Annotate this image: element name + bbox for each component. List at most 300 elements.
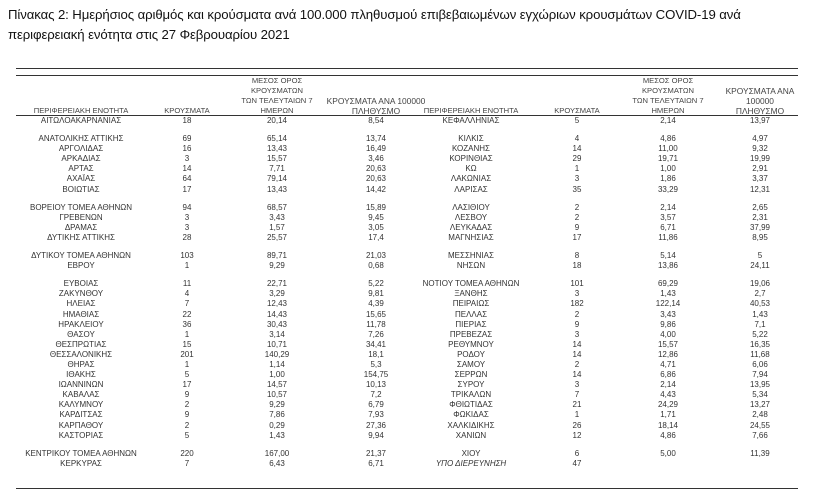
avg-7day-value: 7,71 [269, 164, 285, 174]
table-row [16, 164, 412, 174]
region-name: ΕΥΒΟΙΑΣ [63, 279, 99, 289]
rate-per-100k-value: 9,94 [368, 430, 384, 440]
rate-per-100k-value: 24,55 [749, 420, 771, 430]
region-name: ΠΙΕΡΙΑΣ [455, 319, 487, 329]
cases-value: 201 [180, 349, 194, 359]
cases-value: 14 [572, 144, 582, 154]
rate-per-100k-value: 11,39 [750, 448, 770, 458]
cases-value: 69 [182, 134, 192, 144]
table-row [16, 459, 412, 469]
avg-7day-value: 12,86 [657, 349, 679, 359]
avg-7day-value: 167,00 [264, 448, 290, 458]
table-row [410, 310, 800, 320]
cases-value: 7 [184, 458, 190, 468]
region-name: ΑΡΓΟΛΙΔΑΣ [58, 144, 104, 154]
rate-per-100k-value: 5,22 [752, 329, 768, 339]
region-name: ΡΕΘΥΜΝΟΥ [448, 339, 494, 349]
cases-value: 14 [572, 339, 582, 349]
avg-7day-value: 2,14 [660, 380, 676, 390]
avg-7day-value: 1,00 [660, 164, 676, 174]
avg-7day-value: 14,57 [266, 380, 288, 390]
cases-value: 18 [572, 261, 582, 271]
table-row [16, 279, 412, 289]
cases-value: 17 [182, 380, 192, 390]
region-name: ΧΙΟΥ [461, 448, 481, 458]
table-body-right [410, 116, 800, 469]
cases-value: 1 [184, 261, 190, 271]
rate-per-100k-value: 2,65 [752, 202, 768, 212]
table-row [16, 340, 412, 350]
header-avg-line2: ΤΩΝ ΤΕΛΕΥΤΑΙΩΝ 7 [241, 96, 313, 105]
table-row [16, 400, 412, 410]
avg-7day-value: 1,71 [660, 410, 676, 420]
rate-per-100k-value: 21,03 [365, 251, 387, 261]
region-name: ΗΜΑΘΙΑΣ [62, 309, 100, 319]
region-name: ΚΕΝΤΡΙΚΟΥ ΤΟΜΕΑ ΑΘΗΝΩΝ [25, 448, 137, 458]
avg-7day-value: 3,29 [269, 289, 285, 299]
table-row [16, 431, 412, 441]
cases-value: 47 [572, 458, 582, 468]
rate-per-100k-value: 4,39 [368, 299, 384, 309]
table-row [410, 370, 800, 380]
table-row [410, 154, 800, 164]
avg-7day-value: 6,43 [269, 458, 285, 468]
rate-per-100k-value: 21,37 [365, 448, 387, 458]
avg-7day-value: 3,57 [660, 212, 676, 222]
cases-value: 9 [184, 410, 190, 420]
cases-value: 9 [184, 390, 190, 400]
region-name: ΚΩ [465, 164, 477, 174]
avg-7day-value: 4,00 [660, 329, 676, 339]
rate-per-100k-value: 1,43 [752, 309, 768, 319]
avg-7day-value: 30,43 [266, 319, 288, 329]
rate-per-100k-value: 6,06 [752, 359, 768, 369]
cases-value: 26 [572, 420, 582, 430]
table-row [410, 380, 800, 390]
rate-per-100k-value: 13,97 [749, 116, 771, 125]
cases-value: 4 [574, 134, 580, 144]
avg-7day-value: 2,14 [660, 116, 676, 125]
table-row [410, 213, 800, 223]
table-row [410, 203, 800, 213]
region-name: ΛΕΥΚΑΔΑΣ [449, 222, 493, 232]
avg-7day-value: 14,43 [266, 309, 288, 319]
avg-7day-value: 19,71 [657, 154, 679, 164]
cases-value: 15 [182, 339, 192, 349]
region-name: ΚΑΡΔΙΤΣΑΣ [59, 410, 103, 420]
rate-per-100k-value: 18,1 [368, 349, 384, 359]
table-row [410, 459, 800, 469]
rate-per-100k-value: 6,79 [368, 400, 384, 410]
table-row [410, 261, 800, 271]
cases-value: 18 [182, 116, 192, 125]
avg-7day-value: 68,57 [266, 202, 288, 212]
cases-value: 9 [574, 319, 580, 329]
region-name: ΦΘΙΩΤΙΔΑΣ [449, 400, 493, 410]
cases-value: 7 [184, 299, 190, 309]
avg-7day-value: 25,57 [266, 232, 288, 242]
region-name: ΒΟΙΩΤΙΑΣ [62, 184, 100, 194]
table-row [410, 144, 800, 154]
table-row [16, 410, 412, 420]
rate-per-100k-value: 13,27 [749, 400, 771, 410]
avg-7day-value: 22,71 [266, 279, 288, 289]
region-name: ΚΑΡΠΑΘΟΥ [58, 420, 104, 430]
cases-value: 5 [574, 116, 580, 125]
rate-per-100k-value: 37,99 [749, 222, 771, 232]
rate-per-100k-value: 19,06 [749, 279, 771, 289]
avg-7day-value: 5,14 [660, 251, 676, 261]
header-rate [714, 86, 806, 116]
cases-value: 3 [574, 174, 580, 184]
header-region: ΠΕΡΙΦΕΡΕΙΑΚΗ ΕΝΟΤΗΤΑ [423, 106, 519, 115]
avg-7day-value: 9,29 [269, 400, 285, 410]
region-name: ΙΘΑΚΗΣ [66, 370, 96, 380]
avg-7day-value: 1,14 [269, 359, 285, 369]
table-row [16, 421, 412, 431]
cases-value: 14 [572, 370, 582, 380]
cases-value: 5 [184, 430, 190, 440]
table-row [16, 380, 412, 390]
region-name: ΚΑΛΥΜΝΟΥ [58, 400, 104, 410]
rate-per-100k-value: 13,95 [749, 380, 771, 390]
table-row [16, 320, 412, 330]
region-name: ΔΡΑΜΑΣ [64, 222, 98, 232]
rate-per-100k-value: 5,34 [752, 390, 768, 400]
cases-value: 103 [180, 251, 194, 261]
rate-per-100k-value: 9,81 [368, 289, 384, 299]
region-name: ΚΕΡΚΥΡΑΣ [60, 458, 102, 468]
region-name: ΚΑΣΤΟΡΙΑΣ [58, 430, 104, 440]
avg-7day-value: 3,14 [269, 329, 285, 339]
table-row [410, 431, 800, 441]
rate-per-100k-value: 7,1 [754, 319, 766, 329]
table-row [16, 185, 412, 195]
table-header [410, 78, 800, 116]
header-rate-line1: ΚΡΟΥΣΜΑΤΑ ΑΝΑ 100000 [326, 96, 426, 106]
table-row [410, 390, 800, 400]
rate-per-100k-value: 9,45 [368, 212, 384, 222]
header-avg [622, 76, 714, 116]
table-row [16, 261, 412, 271]
avg-7day-value: 89,71 [266, 251, 288, 261]
rate-per-100k-value: 11,78 [366, 319, 386, 329]
region-name: ΓΡΕΒΕΝΩΝ [59, 212, 103, 222]
rate-per-100k-value: 2,7 [754, 289, 766, 299]
table-row [410, 164, 800, 174]
table-row [16, 350, 412, 360]
rate-per-100k-value: 5,3 [370, 359, 382, 369]
cases-value: 3 [574, 329, 580, 339]
region-name: ΜΕΣΣΗΝΙΑΣ [448, 251, 494, 261]
avg-7day-value: 33,29 [657, 184, 679, 194]
table-row [410, 174, 800, 184]
avg-7day-value: 4,43 [660, 390, 676, 400]
table-row [16, 310, 412, 320]
avg-7day-value: 10,71 [266, 339, 288, 349]
header-avg-line2: ΤΩΝ ΤΕΛΕΥΤΑΙΩΝ 7 [632, 96, 704, 105]
region-name: ΥΠΟ ΔΙΕΡΕΥΝΗΣΗ [435, 458, 507, 468]
table-row [410, 289, 800, 299]
cases-value: 3 [184, 222, 190, 232]
rate-per-100k-value: 7,26 [368, 329, 384, 339]
table-row [16, 134, 412, 144]
avg-7day-value: 69,29 [657, 279, 679, 289]
cases-value: 3 [184, 212, 190, 222]
cases-value: 101 [570, 279, 584, 289]
table-row [410, 299, 800, 309]
table-row [410, 233, 800, 243]
cases-value: 29 [572, 154, 582, 164]
region-name: ΛΑΣΙΘΙΟΥ [452, 202, 490, 212]
cases-value: 5 [184, 370, 190, 380]
cases-value: 3 [574, 380, 580, 390]
header-rate-line2: ΠΛΗΘΥΣΜΟ [735, 106, 785, 116]
rate-per-100k-value: 24,11 [750, 261, 770, 271]
region-name: ΜΑΓΝΗΣΙΑΣ [448, 232, 494, 242]
cases-value: 22 [182, 309, 192, 319]
cases-value: 220 [180, 448, 194, 458]
table-row [16, 360, 412, 370]
rate-per-100k-value: 19,99 [749, 154, 771, 164]
rate-per-100k-value: 40,53 [749, 299, 771, 309]
rate-per-100k-value: 8,95 [752, 232, 768, 242]
region-name: ΦΩΚΙΔΑΣ [453, 410, 489, 420]
avg-7day-value: 4,86 [660, 430, 676, 440]
avg-7day-value: 6,86 [660, 370, 676, 380]
cases-value: 2 [184, 420, 190, 430]
cases-value: 2 [574, 202, 580, 212]
rate-per-100k-value: 5 [757, 251, 763, 261]
rate-per-100k-value: 16,49 [365, 144, 387, 154]
rate-per-100k-value: 11,68 [750, 349, 770, 359]
avg-7day-value: 1,86 [660, 174, 676, 184]
region-name: ΑΙΤΩΛΟΑΚΑΡΝΑΝΙΑΣ [40, 116, 122, 125]
avg-7day-value: 0,29 [269, 420, 285, 430]
rate-per-100k-value: 5,22 [368, 279, 384, 289]
cases-value: 1 [184, 329, 190, 339]
rate-per-100k-value: 3,37 [752, 174, 768, 184]
table-row [16, 174, 412, 184]
avg-7day-value: 20,14 [266, 116, 288, 125]
rate-per-100k-value: 34,41 [365, 339, 387, 349]
avg-7day-value: 122,14 [655, 299, 681, 309]
table-row [410, 251, 800, 261]
region-name: ΝΗΣΩΝ [456, 261, 486, 271]
rate-per-100k-value: 154,75 [363, 370, 389, 380]
region-name: ΠΡΕΒΕΖΑΣ [449, 329, 493, 339]
cases-value: 17 [572, 232, 582, 242]
table-row [16, 330, 412, 340]
table-row [410, 350, 800, 360]
rate-per-100k-value: 2,91 [752, 164, 768, 174]
table-row [410, 360, 800, 370]
cases-value: 36 [182, 319, 192, 329]
cases-value: 12 [572, 430, 582, 440]
region-name: ΑΧΑΪΑΣ [66, 174, 96, 184]
cases-value: 1 [184, 359, 190, 369]
table-row [410, 340, 800, 350]
cases-value: 11 [182, 279, 192, 289]
table-row [16, 144, 412, 154]
region-name: ΒΟΡΕΙΟΥ ΤΟΜΕΑ ΑΘΗΝΩΝ [29, 202, 133, 212]
header-avg-line3: ΗΜΕΡΩΝ [260, 106, 294, 115]
region-name: ΑΡΤΑΣ [68, 164, 94, 174]
table-row [16, 116, 412, 126]
region-name: ΝΟΤΙΟΥ ΤΟΜΕΑ ΑΘΗΝΩΝ [422, 279, 520, 289]
table-row [410, 134, 800, 144]
region-name: ΣΥΡΟΥ [457, 380, 485, 390]
rate-per-100k-value: 4,97 [752, 134, 768, 144]
rate-per-100k-value: 27,36 [365, 420, 387, 430]
rate-per-100k-value: 9,32 [752, 144, 768, 154]
cases-value: 1 [574, 164, 580, 174]
table-row [16, 233, 412, 243]
cases-value: 9 [574, 222, 580, 232]
cases-value: 16 [182, 144, 192, 154]
avg-7day-value: 3,43 [660, 309, 676, 319]
cases-value: 3 [574, 289, 580, 299]
table-row [16, 390, 412, 400]
header-cases: ΚΡΟΥΣΜΑΤΑ [554, 106, 600, 115]
rate-per-100k-value: 7,66 [752, 430, 768, 440]
table-row [410, 320, 800, 330]
rate-per-100k-value: 8,54 [368, 116, 384, 125]
avg-7day-value: 4,86 [660, 134, 676, 144]
rate-per-100k-value: 10,13 [365, 380, 387, 390]
rate-per-100k-value: 2,48 [752, 410, 768, 420]
avg-7day-value: 18,14 [657, 420, 679, 430]
header-avg-line3: ΗΜΕΡΩΝ [651, 106, 685, 115]
avg-7day-value: 13,43 [266, 184, 288, 194]
region-name: ΑΝΑΤΟΛΙΚΗΣ ΑΤΤΙΚΗΣ [38, 134, 124, 144]
avg-7day-value: 11,86 [658, 232, 678, 242]
header-rate-line2: ΠΛΗΘΥΣΜΟ [351, 106, 401, 116]
avg-7day-value: 2,14 [660, 202, 676, 212]
region-name: ΧΑΝΙΩΝ [455, 430, 487, 440]
rate-per-100k-value: 13,74 [365, 134, 387, 144]
avg-7day-value: 1,57 [269, 222, 285, 232]
region-name: ΔΥΤΙΚΗΣ ΑΤΤΙΚΗΣ [47, 232, 115, 242]
region-name: ΣΑΜΟΥ [456, 359, 486, 369]
avg-7day-value: 65,14 [266, 134, 288, 144]
region-name: ΙΩΑΝΝΙΝΩΝ [58, 380, 104, 390]
cases-value: 1 [574, 410, 580, 420]
rate-per-100k-value: 6,71 [368, 458, 384, 468]
region-name: ΣΕΡΡΩΝ [454, 370, 488, 380]
region-name: ΗΡΑΚΛΕΙΟΥ [58, 319, 104, 329]
rate-per-100k-value: 14,42 [365, 184, 387, 194]
table-right-half [410, 78, 800, 469]
table-row [410, 116, 800, 126]
bottom-rule [16, 488, 798, 489]
avg-7day-value: 11,00 [658, 144, 678, 154]
rate-per-100k-value: 3,46 [368, 154, 384, 164]
table-row [16, 154, 412, 164]
region-name: ΚΕΦΑΛΛΗΝΙΑΣ [442, 116, 500, 125]
table-row [410, 185, 800, 195]
table-row [16, 213, 412, 223]
rate-per-100k-value: 3,05 [368, 222, 384, 232]
table-row [16, 251, 412, 261]
table-row [410, 279, 800, 289]
avg-7day-value: 10,57 [266, 390, 288, 400]
rate-per-100k-value: 15,65 [365, 309, 387, 319]
rate-per-100k-value: 7,2 [370, 390, 382, 400]
region-name: ΡΟΔΟΥ [457, 349, 485, 359]
avg-7day-value: 1,43 [660, 289, 676, 299]
region-name: ΚΙΛΚΙΣ [458, 134, 484, 144]
table-row [410, 421, 800, 431]
avg-7day-value: 7,86 [269, 410, 285, 420]
top-rule [16, 68, 798, 69]
region-name: ΛΕΣΒΟΥ [454, 212, 488, 222]
cases-value: 2 [574, 359, 580, 369]
rate-per-100k-value: 16,35 [749, 339, 771, 349]
table-row [410, 449, 800, 459]
avg-7day-value: 9,86 [660, 319, 676, 329]
avg-7day-value: 3,43 [269, 212, 285, 222]
cases-value: 64 [182, 174, 192, 184]
region-name: ΗΛΕΙΑΣ [66, 299, 96, 309]
header-region: ΠΕΡΙΦΕΡΕΙΑΚΗ ΕΝΟΤΗΤΑ [33, 106, 129, 115]
avg-7day-value: 12,43 [266, 299, 288, 309]
avg-7day-value: 13,86 [657, 261, 679, 271]
avg-7day-value: 15,57 [266, 154, 288, 164]
region-name: ΚΟΖΑΝΗΣ [451, 144, 491, 154]
table-body-left [16, 116, 412, 469]
table-row [410, 400, 800, 410]
header-avg-line1: ΜΕΣΟΣ ΟΡΟΣ ΚΡΟΥΣΜΑΤΩΝ [250, 76, 304, 95]
avg-7day-value: 5,00 [660, 448, 676, 458]
cases-value: 21 [572, 400, 582, 410]
cases-value: 6 [574, 448, 580, 458]
avg-7day-value: 6,71 [660, 222, 676, 232]
avg-7day-value: 15,57 [657, 339, 679, 349]
region-name: ΘΕΣΠΡΩΤΙΑΣ [55, 339, 107, 349]
rate-per-100k-value: 7,94 [752, 370, 768, 380]
header-rate-line1: ΚΡΟΥΣΜΑΤΑ ΑΝΑ 100000 [725, 86, 795, 106]
table-row [16, 203, 412, 213]
rate-per-100k-value: 20,63 [365, 164, 387, 174]
table-row [410, 223, 800, 233]
avg-7day-value: 9,29 [269, 261, 285, 271]
cases-value: 14 [572, 349, 582, 359]
avg-7day-value: 79,14 [266, 174, 288, 184]
region-name: ΤΡΙΚΑΛΩΝ [450, 390, 492, 400]
rate-per-100k-value: 17,4 [368, 232, 384, 242]
table-row [16, 289, 412, 299]
header-avg-line1: ΜΕΣΟΣ ΟΡΟΣ ΚΡΟΥΣΜΑΤΩΝ [641, 76, 695, 95]
avg-7day-value: 1,43 [269, 430, 285, 440]
cases-value: 94 [182, 202, 192, 212]
region-name: ΖΑΚΥΝΘΟΥ [58, 289, 104, 299]
cases-value: 4 [184, 289, 190, 299]
cases-value: 3 [184, 154, 190, 164]
region-name: ΘΗΡΑΣ [67, 359, 95, 369]
region-name: ΛΑΡΙΣΑΣ [454, 184, 488, 194]
cases-value: 17 [182, 184, 192, 194]
cases-value: 8 [574, 251, 580, 261]
rate-per-100k-value: 15,89 [365, 202, 387, 212]
region-name: ΔΥΤΙΚΟΥ ΤΟΜΕΑ ΑΘΗΝΩΝ [31, 251, 131, 261]
region-name: ΘΑΣΟΥ [67, 329, 95, 339]
header-avg [228, 76, 326, 116]
table-header [16, 76, 426, 116]
region-name: ΘΕΣΣΑΛΟΝΙΚΗΣ [49, 349, 113, 359]
table-left-half [16, 76, 426, 469]
region-name: ΠΕΙΡΑΙΩΣ [452, 299, 490, 309]
